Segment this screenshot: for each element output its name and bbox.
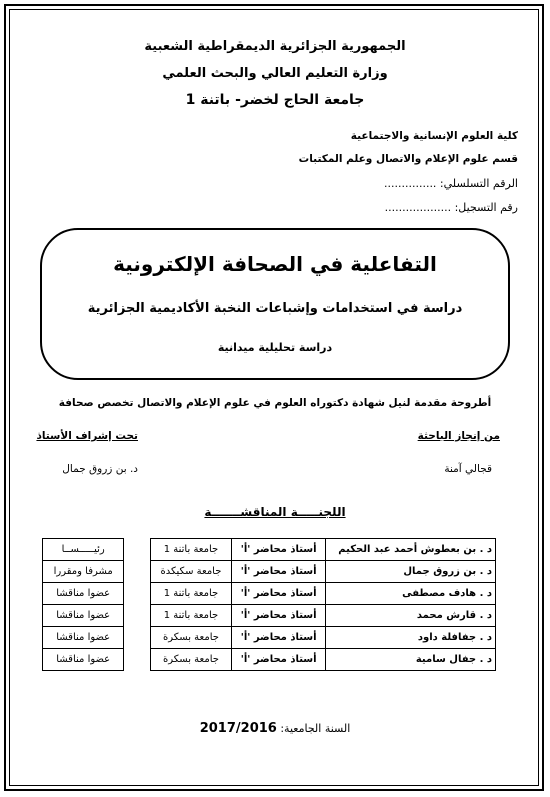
committee-member-name: د . جفافلة داود [326,627,496,649]
committee-member-role: عضوا مناقشا [43,649,124,671]
university-name: جامعة الحاج لخضر- باتنة 1 [185,92,365,108]
committee-member-rank: أستاذ محاضر 'أ' [232,627,326,649]
academic-year [0,721,550,736]
supervised-by-label: تحت إشراف الأستاذ [36,430,138,442]
committee-spacer-cell [124,627,150,649]
committee-row [43,649,496,671]
committee-member-name: د . بن بعطوش أحمد عبد الحكيم [326,539,496,561]
committee-member-rank: أستاذ محاضر 'أ' [232,539,326,561]
academic-year-label: السنة الجامعية: [280,722,351,735]
thesis-title: التفاعلية في الصحافة الإلكترونية [113,252,437,276]
committee-heading: اللجنـــــة المناقشـــــــة [204,505,346,519]
committee-member-role: عضوا مناقشا [43,627,124,649]
committee-member-university: جامعة باتنة 1 [150,605,231,627]
committee-row [43,539,496,561]
committee-member-name: د . جفال سامية [326,649,496,671]
committee-member-role: عضوا مناقشا [43,605,124,627]
committee-member-role: مشرفا ومقررا [43,561,124,583]
thesis-note: أطروحة مقدمة لنيل شهادة دكتوراه العلوم في علوم الإعلام والاتصال تخصص صحافة [58,397,492,409]
committee-member-university: جامعة باتنة 1 [150,539,231,561]
prepared-by-name: قجالي آمنة [444,463,492,475]
committee-spacer-cell [124,561,150,583]
committee-member-name: د . بن زروق جمال [326,561,496,583]
committee-spacer-cell [124,649,150,671]
committee-member-university: جامعة سكيكدة [150,561,231,583]
serial-number-field: الرقم التسلسلي: ............... [383,177,518,190]
committee-row [43,561,496,583]
college-name: كلية العلوم الإنسانية والاجتماعية [350,130,518,142]
committee-member-rank: أستاذ محاضر 'أ' [232,561,326,583]
committee-member-university: جامعة باتنة 1 [150,583,231,605]
committee-member-name: د . قارش محمد [326,605,496,627]
committee-row [43,627,496,649]
committee-row [43,605,496,627]
committee-member-rank: أستاذ محاضر 'أ' [232,605,326,627]
committee-member-rank: أستاذ محاضر 'أ' [232,583,326,605]
department-name: قسم علوم الإعلام والاتصال وعلم المكتبات [298,153,518,165]
prepared-by-label: من إنجاز الباحثة [417,430,500,442]
committee-table [42,538,496,671]
committee-table-body [43,539,496,671]
supervised-by-name: د. بن زروق جمال [62,463,138,475]
committee-member-rank: أستاذ محاضر 'أ' [232,649,326,671]
committee-member-university: جامعة بسكرة [150,649,231,671]
committee-spacer-cell [124,539,150,561]
committee-spacer-cell [124,583,150,605]
committee-member-name: د . هادف مصطفى [326,583,496,605]
committee-member-role: عضوا مناقشا [43,583,124,605]
study-type: دراسة تحليلية ميدانية [217,341,333,354]
committee-row [43,583,496,605]
thesis-subtitle: دراسة في استخدامات وإشباعات النخبة الأكاديمية الجزائرية [87,301,463,316]
ministry-name: وزارة التعليم العالي والبحث العلمي [162,66,388,81]
committee-spacer-cell [124,605,150,627]
academic-year-value: 2017/2016 [199,721,277,736]
committee-member-role: رئيـــــســا [43,539,124,561]
registration-number-field: رقم التسجيل: ................... [384,201,518,214]
republic-name: الجمهورية الجزائرية الديمقراطية الشعبية [144,39,406,54]
committee-member-university: جامعة بسكرة [150,627,231,649]
